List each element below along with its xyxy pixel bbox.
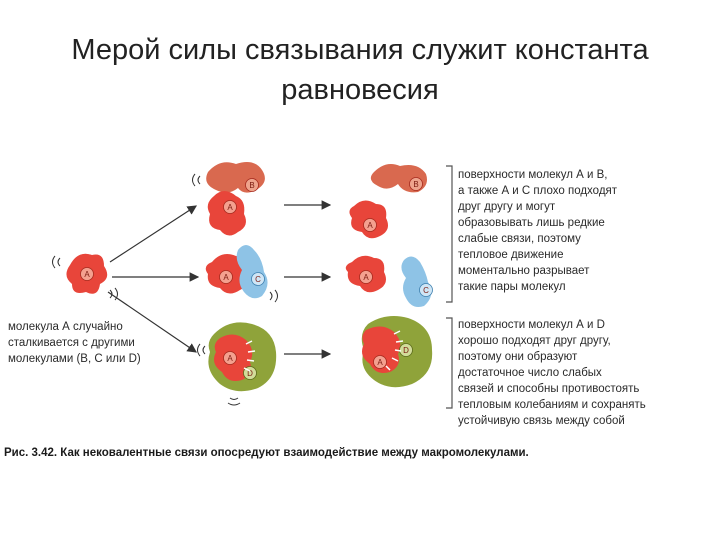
molecule-b-label-1: B xyxy=(249,181,255,190)
molecule-a-label-4: A xyxy=(363,273,369,282)
slide-title-line-2: равновесия xyxy=(281,74,439,106)
weak-note-line: тепловое движение xyxy=(458,249,564,261)
strong-note-line: тепловым колебаниям и сохранять xyxy=(458,399,646,411)
molecule-c-label-1: C xyxy=(255,275,261,284)
molecule-a-label-2: A xyxy=(367,221,373,230)
weak-note-line: друг другу и могут xyxy=(458,201,556,213)
strong-note-line: достаточное число слабых xyxy=(458,367,602,379)
figure-caption: Рис. 3.42. Как нековалентные связи опосредуют взаимодействие между макромолекулами. xyxy=(4,447,529,459)
weak-binding-note xyxy=(458,169,620,293)
strong-note-line: хорошо подходят друг другу, xyxy=(458,335,611,347)
molecule-d-label-1: D xyxy=(247,369,253,378)
weak-note-line: слабые связи, поэтому xyxy=(458,233,581,245)
strong-note-line: связей и способны противостоять xyxy=(458,383,640,395)
strong-binding-note xyxy=(458,319,649,427)
left-note-line: молекулами (В, С или D) xyxy=(8,353,141,365)
strong-note-line: устойчивую связь между собой xyxy=(458,415,625,427)
bracket-weak xyxy=(446,166,452,302)
collision-a-c xyxy=(206,245,278,302)
molecule-a-label: A xyxy=(84,270,90,279)
weak-note-line: образовывать лишь редкие xyxy=(458,217,605,229)
molecule-a-alone xyxy=(53,254,118,300)
weak-note-line: такие пары молекул xyxy=(458,281,566,293)
molecule-a-label-1: A xyxy=(227,203,233,212)
slide-title-line-1: Мерой силы связывания служит константа xyxy=(71,34,649,66)
separated-a-c xyxy=(346,256,433,307)
left-note xyxy=(8,321,141,365)
molecule-d-label-2: D xyxy=(403,346,409,355)
bound-a-d xyxy=(362,316,432,387)
bracket-strong xyxy=(446,318,452,408)
molecule-b-label-2: B xyxy=(413,180,419,189)
molecule-c-label-2: C xyxy=(423,286,429,295)
molecule-a-label-3: A xyxy=(223,273,229,282)
collision-a-b xyxy=(193,162,265,236)
strong-note-line: поэтому они образуют xyxy=(458,351,578,363)
left-note-line: молекула А случайно xyxy=(8,321,123,333)
weak-note-line: моментально разрывает xyxy=(458,265,590,277)
molecule-a-label-6: A xyxy=(377,358,383,367)
left-note-line: сталкивается с другими xyxy=(8,337,135,349)
strong-note-line: поверхности молекул А и D xyxy=(458,319,605,331)
molecule-a-label-5: A xyxy=(227,354,233,363)
weak-note-line: а также А и С плохо подходят xyxy=(458,185,618,197)
separated-a-b xyxy=(349,164,427,238)
collision-a-d xyxy=(198,322,277,405)
weak-note-line: поверхности молекул А и В, xyxy=(458,169,608,181)
